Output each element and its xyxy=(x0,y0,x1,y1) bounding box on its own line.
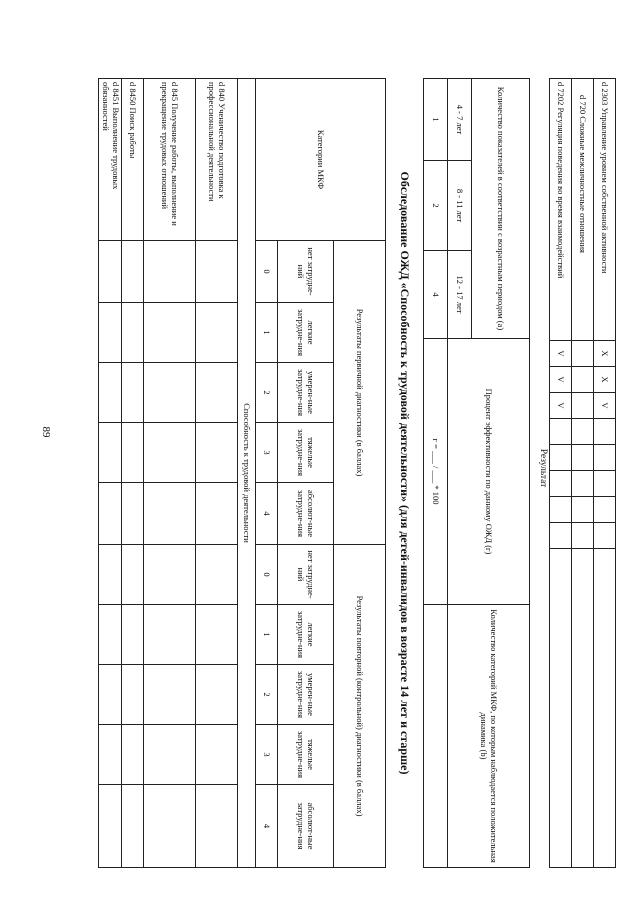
category-cell: d 8451 Выполнение трудовых обязанностей xyxy=(99,79,122,241)
level-label: легкие затрудне-ния xyxy=(278,605,334,665)
age-number-cell: 1 xyxy=(424,79,448,161)
level-label: умерен-ные затрудне-ния xyxy=(278,665,334,725)
count-header: Количество показателей в соответствии с возрастным периодом (а) xyxy=(472,79,530,339)
level-label: абсолют-ные затрудне-ния xyxy=(278,483,334,545)
level-number: 2 xyxy=(256,665,278,725)
mark-cell xyxy=(572,419,594,445)
level-number: 4 xyxy=(256,785,278,868)
formula-cell: г = ___ / ___ * 100 xyxy=(424,339,448,605)
table-row xyxy=(472,79,530,868)
mark-cell xyxy=(550,445,572,471)
level-number: 1 xyxy=(256,605,278,665)
categories-marks-table xyxy=(549,78,616,868)
empty-cell xyxy=(572,549,594,868)
mark-cell xyxy=(594,445,616,471)
level-label: тяжелые затрудне-ния xyxy=(278,423,334,483)
section-title: Обследование ОЖД «Способность к трудовой деятельности» (для детей-инвалидов в возрасте 14 лет и старше) xyxy=(398,171,412,775)
category-cell: d 840 Ученичество подготовка к профессиональной деятельности xyxy=(196,79,238,241)
mark-cell xyxy=(572,393,594,419)
mark-cell: X xyxy=(594,367,616,393)
table-row xyxy=(196,79,238,868)
table-row xyxy=(122,79,144,868)
category-cell: d 720 Сложные межличностные отношения xyxy=(572,79,594,341)
mark-cell: V xyxy=(594,393,616,419)
level-number: 0 xyxy=(256,241,278,303)
mark-cell xyxy=(594,471,616,497)
mark-cell xyxy=(594,419,616,445)
mark-cell xyxy=(572,341,594,367)
section-row: Способность к трудовой деятельности xyxy=(238,79,256,868)
mark-cell xyxy=(550,419,572,445)
level-number: 3 xyxy=(256,725,278,785)
mark-cell xyxy=(594,497,616,523)
age-group-cell: 8 - 11 лет xyxy=(448,161,472,251)
table-row xyxy=(99,79,122,868)
mark-cell xyxy=(550,471,572,497)
level-label: нет затрудне-ний xyxy=(278,545,334,605)
mark-cell xyxy=(550,497,572,523)
category-cell: d 2303 Управление уровнем собственной активности xyxy=(594,79,616,341)
level-label: нет затрудне-ний xyxy=(278,241,334,303)
empty-cell xyxy=(550,549,572,868)
level-label: легкие затрудне-ния xyxy=(278,303,334,363)
mark-cell xyxy=(572,471,594,497)
level-label: тяжелые затрудне-ния xyxy=(278,725,334,785)
category-header: Категории МКФ xyxy=(256,79,386,241)
mark-cell xyxy=(572,497,594,523)
rotated-page-content xyxy=(38,48,618,868)
result-title: Результат xyxy=(538,448,548,488)
category-cell: d 845 Получение работы, выполнение и прекращение трудовых отношений xyxy=(144,79,196,241)
table-row xyxy=(334,79,386,868)
level-number: 0 xyxy=(256,545,278,605)
primary-diagnostics-header: Результаты первичной диагностики (в баллах) xyxy=(334,241,386,545)
mark-cell xyxy=(594,523,616,549)
work-ability-table xyxy=(98,78,386,868)
category-cell: d 7202 Регуляция поведения во время взаимодействий xyxy=(550,79,572,341)
mark-cell: V xyxy=(550,393,572,419)
page-number: 89 xyxy=(40,426,52,438)
mark-cell: V xyxy=(550,367,572,393)
mark-cell xyxy=(550,523,572,549)
positive-dynamics-header: Количество категорий МКФ, по которым наблюдается положительная динамика (b) xyxy=(448,605,530,868)
table-row xyxy=(424,79,448,868)
efficiency-header: Процент эффективности по данному ОЖД (г) xyxy=(448,339,530,605)
age-group-cell: 12 - 17 лет xyxy=(448,251,472,339)
level-number: 1 xyxy=(256,303,278,363)
level-label: умерен-ные затрудне-ния xyxy=(278,363,334,423)
empty-cell xyxy=(594,549,616,868)
table-row xyxy=(238,79,256,868)
mark-cell xyxy=(572,445,594,471)
level-label: абсолют-ные затрудне-ния xyxy=(278,785,334,868)
age-group-cell: 4 - 7 лет xyxy=(448,79,472,161)
table-row xyxy=(594,79,616,868)
result-table xyxy=(423,78,530,868)
level-number: 4 xyxy=(256,483,278,545)
empty-cell xyxy=(424,605,448,868)
table-row xyxy=(144,79,196,868)
age-number-cell: 4 xyxy=(424,251,448,339)
level-number: 3 xyxy=(256,423,278,483)
level-number: 2 xyxy=(256,363,278,423)
mark-cell xyxy=(572,523,594,549)
mark-cell: X xyxy=(594,341,616,367)
age-number-cell: 2 xyxy=(424,161,448,251)
mark-cell xyxy=(572,367,594,393)
table-row xyxy=(572,79,594,868)
category-cell: d 8450 Поиск работы xyxy=(122,79,144,241)
table-row xyxy=(550,79,572,868)
repeat-diagnostics-header: Результаты повторной (контрольной) диагностики (в баллах) xyxy=(334,545,386,868)
mark-cell: V xyxy=(550,341,572,367)
